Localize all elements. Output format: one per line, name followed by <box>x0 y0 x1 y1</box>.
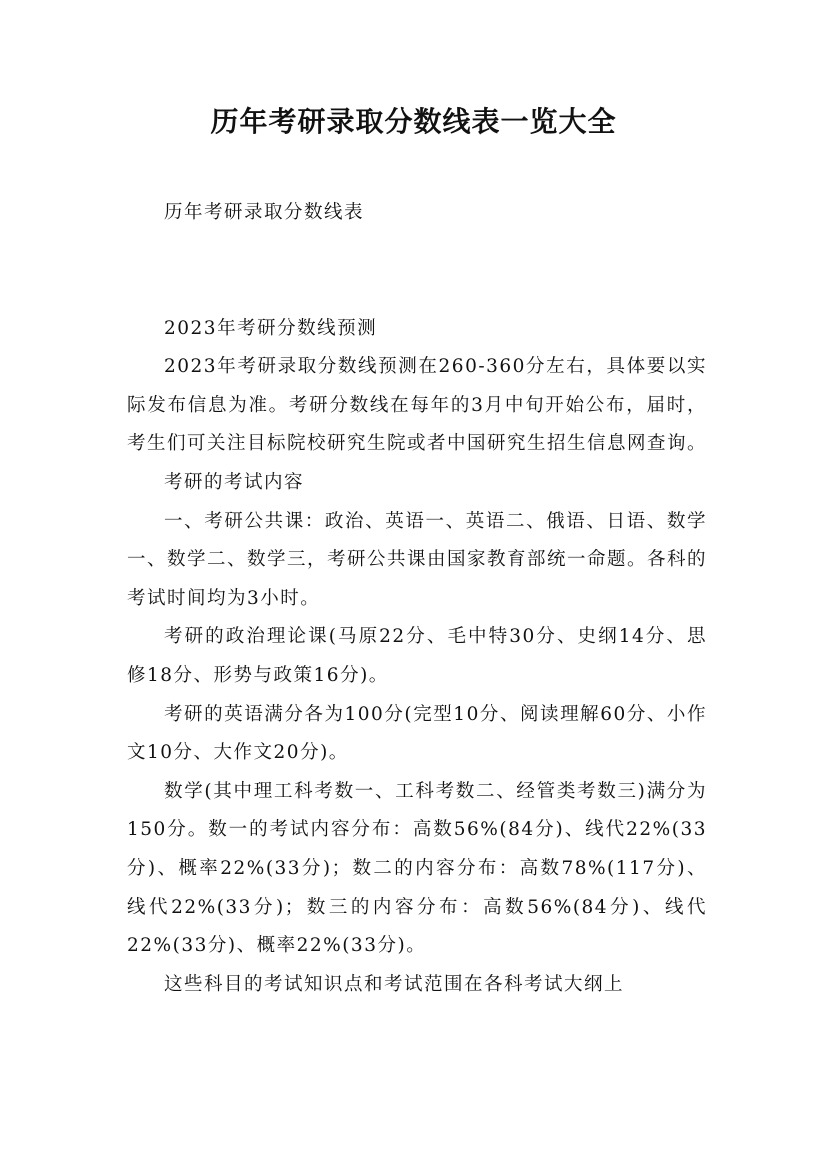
paragraph-prediction-heading: 2023年考研分数线预测 <box>164 317 378 339</box>
blank-space <box>127 233 707 310</box>
document-body <box>127 194 707 1004</box>
document-title: 历年考研录取分数线表一览大全 <box>210 105 617 138</box>
paragraph-public-courses: 一、考研公共课：政治、英语一、英语二、俄语、日语、数学一、数学二、数学三，考研公共课由国家教育部统一命题。各科的考试时间均为3小时。 <box>127 510 708 609</box>
paragraph-prediction-body: 2023年考研录取分数线预测在260-360分左右，具体要以实际发布信息为准。考研分数线在每年的3月中旬开始公布，届时，考生们可关注目标院校研究生院或者中国研究生招生信息网查询。 <box>127 356 708 455</box>
paragraph-math: 数学(其中理工科考数一、工科考数二、经管类考数三)满分为150分。数一的考试内容分布：高数56%(84分)、线代22%(33分)、概率22%(33分)；数二的内容分布：高数78%(117分)、线代22%(33分)；数三的内容分布：高数56%(84分)、线代22%(33分)、概率22%(33分)。 <box>127 780 707 957</box>
paragraph-english: 考研的英语满分各为100分(完型10分、阅读理解60分、小作文10分、大作文20分)。 <box>127 703 707 764</box>
paragraph-syllabus: 这些科目的考试知识点和考试范围在各科考试大纲上 <box>164 973 625 995</box>
subtitle-paragraph: 历年考研录取分数线表 <box>164 202 365 223</box>
paragraph-exam-content-heading: 考研的考试内容 <box>164 471 305 493</box>
paragraph-politics: 考研的政治理论课(马原22分、毛中特30分、史纲14分、思修18分、形势与政策16分)。 <box>127 626 707 686</box>
